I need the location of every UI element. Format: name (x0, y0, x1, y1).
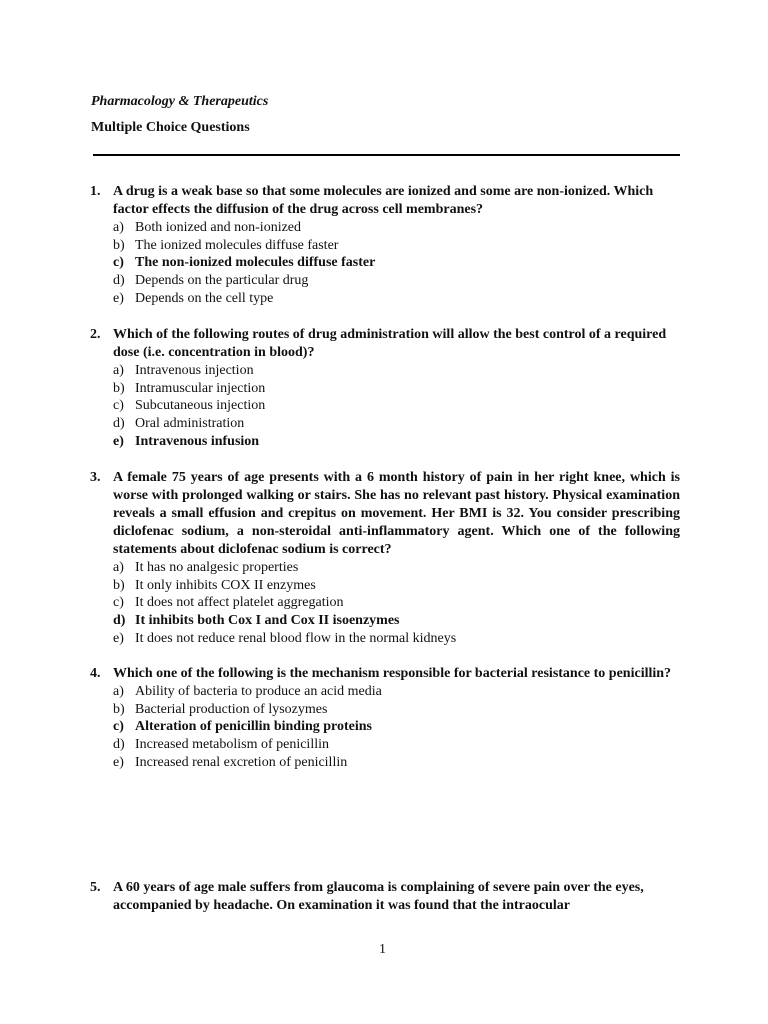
option-a (113, 559, 680, 577)
document-subtitle: Multiple Choice Questions (91, 120, 250, 135)
option-text: Intravenous injection (135, 363, 254, 378)
option-c-correct (113, 254, 680, 272)
option-letter: d) (113, 273, 125, 289)
option-text: It only inhibits COX II enzymes (135, 577, 316, 593)
option-d-correct (113, 612, 680, 630)
question-number: 1. (90, 184, 101, 199)
option-e (113, 754, 680, 772)
option-c (113, 397, 680, 415)
question-number: 4. (90, 666, 101, 681)
option-letter: b) (113, 380, 125, 396)
option-e-correct (113, 433, 680, 451)
option-letter: c) (113, 719, 124, 735)
option-list (113, 683, 680, 772)
option-d (113, 415, 680, 433)
option-text: It does not reduce renal blood flow in the normal kidneys (135, 630, 457, 646)
option-text: The ionized molecules diffuse faster (135, 237, 339, 253)
option-text: Oral administration (135, 416, 245, 432)
page-number: 1 (379, 942, 386, 957)
question-stem (90, 469, 680, 559)
option-text: Subcutaneous injection (135, 398, 266, 414)
question-number: 3. (90, 470, 101, 485)
option-letter: e) (113, 433, 124, 449)
option-c-correct (113, 718, 680, 736)
option-b (113, 237, 680, 255)
option-letter: d) (113, 416, 125, 432)
question-number: 5. (90, 880, 101, 895)
option-a (113, 683, 680, 701)
question-3 (90, 469, 680, 648)
option-letter: c) (113, 255, 124, 271)
option-e (113, 290, 680, 308)
question-stem (90, 183, 680, 219)
question-stem (90, 326, 680, 362)
option-text: It has no analgesic properties (135, 560, 299, 575)
question-stem (90, 665, 680, 683)
document-title: Pharmacology & Therapeutics (91, 94, 269, 109)
option-text: The non-ionized molecules diffuse faster (135, 255, 376, 271)
option-list (113, 362, 680, 451)
option-text: Bacterial production of lysozymes (135, 701, 328, 717)
option-text: It does not affect platelet aggregation (135, 595, 344, 611)
question-stem (90, 879, 680, 915)
option-text: Intravenous infusion (135, 433, 260, 449)
option-text: Ability of bacteria to produce an acid media (135, 684, 382, 699)
question-number: 2. (90, 327, 101, 342)
option-letter: a) (113, 363, 124, 378)
option-letter: c) (113, 398, 124, 414)
header-divider (93, 154, 680, 156)
option-text: It inhibits both Cox I and Cox II isoenzymes (135, 613, 400, 629)
option-d (113, 272, 680, 290)
option-text: Alteration of penicillin binding proteins (135, 719, 372, 735)
option-letter: a) (113, 220, 124, 235)
option-letter: e) (113, 630, 124, 646)
option-letter: b) (113, 577, 125, 593)
option-b (113, 380, 680, 398)
option-text: Increased renal excretion of penicillin (135, 754, 348, 770)
option-letter: e) (113, 754, 124, 770)
option-text: Increased metabolism of penicillin (135, 737, 329, 753)
option-text: Both ionized and non-ionized (135, 220, 302, 235)
option-text: Depends on the particular drug (135, 273, 309, 289)
option-a (113, 362, 680, 380)
option-b (113, 577, 680, 595)
option-d (113, 736, 680, 754)
option-letter: b) (113, 237, 125, 253)
question-5 (90, 879, 680, 915)
question-text: Which of the following routes of drug administration will allow the best control of a required dose (i.e. concentration in blood)? (113, 327, 667, 360)
option-list (113, 219, 680, 308)
question-1 (90, 183, 680, 308)
question-2 (90, 326, 680, 451)
question-text: A drug is a weak base so that some molecules are ionized and some are non-ionized. Which factor effects the diffusion of the drug across cell membranes? (113, 184, 654, 217)
option-letter: e) (113, 290, 124, 306)
option-text: Intramuscular injection (135, 380, 266, 396)
option-c (113, 594, 680, 612)
option-text: Depends on the cell type (135, 290, 274, 306)
option-b (113, 701, 680, 719)
question-text: A 60 years of age male suffers from glaucoma is complaining of severe pain over the eyes, accompanied by headache. On examination it was found that the intraocular (113, 880, 644, 913)
option-a (113, 219, 680, 237)
option-letter: b) (113, 701, 125, 717)
option-list (113, 559, 680, 648)
option-letter: c) (113, 595, 124, 611)
question-4 (90, 665, 680, 772)
option-letter: a) (113, 684, 124, 699)
option-e (113, 630, 680, 648)
option-letter: a) (113, 560, 124, 575)
option-letter: d) (113, 737, 125, 753)
option-letter: d) (113, 613, 126, 629)
question-text: A female 75 years of age presents with a 6 month history of pain in her right knee, which is worse with prolonged walking or stairs. She has no relevant past history. Physical examination reveals a small effusion and crepitus on movement. Her BMI is 32. You consider prescribing diclofenac sodium, a non-steroidal anti-inflammatory agent. Which one of the following statements about diclofenac sodium is correct? (113, 470, 680, 557)
question-text: Which one of the following is the mechanism responsible for bacterial resistance to penicillin? (113, 666, 672, 681)
